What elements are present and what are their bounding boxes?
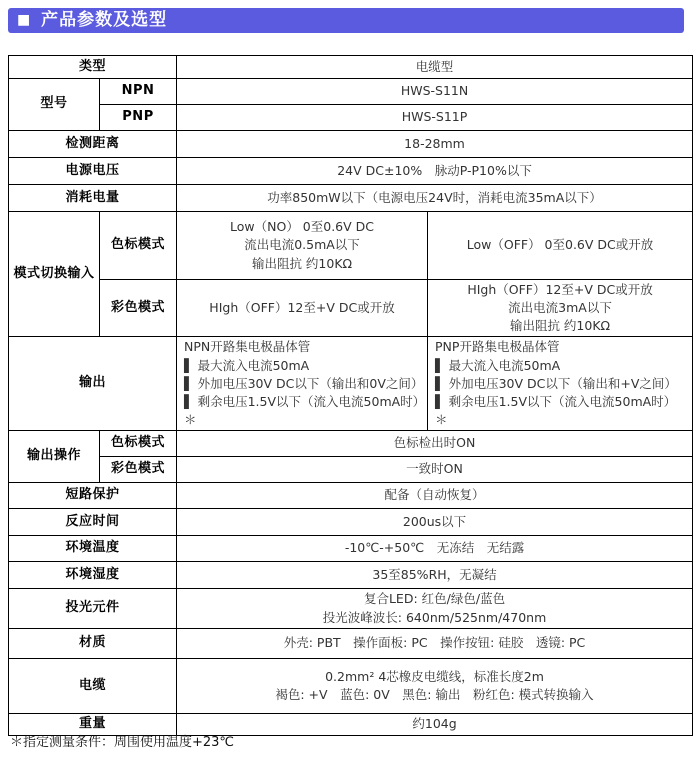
cell-type-value: 电缆型 (177, 56, 693, 79)
cell-light-emitting-element-value: 复合LED: 红色/绿色/蓝色 投光波峰波长: 640nm/525nm/470nm (177, 589, 693, 629)
row-label-model: 型号 (9, 79, 100, 131)
row-model-pnp (9, 105, 693, 131)
title-square-icon: ■ (17, 12, 32, 28)
cell-model-pnp-value: HWS-S11P (177, 105, 693, 131)
row-label-mark-mode: 色标模式 (100, 212, 177, 280)
row-output-operation-color (9, 457, 693, 483)
section-title-banner (8, 8, 684, 33)
cell-mode-input-color-right: HIgh（OFF）12至+V DC或开放 流出电流3mA以下 输出阻抗 约10KΩ (428, 280, 693, 337)
cell-output-npn: NPN开路集电极晶体管 ▌ 最大流入电流50mA ▌ 外加电压30V DC以下（输出和0V之间） ▌ 剩余电压1.5V以下（流入电流50mA时）＊ (177, 337, 428, 431)
row-label-pnp: PNP (100, 105, 177, 131)
cell-power-consumption-value: 功率850mW以下（电源电压24V时，消耗电流35mA以下） (177, 185, 693, 212)
spec-table (8, 55, 693, 736)
cell-model-npn-value: HWS-S11N (177, 79, 693, 105)
row-label-mode-switch-input: 模式切换输入 (9, 212, 100, 337)
cell-supply-voltage-value: 24V DC±10% 脉动P-P10%以下 (177, 158, 693, 185)
cell-ambient-temperature-value: -10℃-+50℃ 无冻结 无结露 (177, 536, 693, 562)
measurement-condition-footnote: ＊指定测量条件：周围使用温度+23℃ (10, 735, 235, 750)
row-light-emitting-element (9, 589, 693, 629)
row-short-circuit-protection (9, 483, 693, 509)
row-model-npn (9, 79, 693, 105)
row-label-supply-voltage: 电源电压 (9, 158, 177, 185)
row-response-time (9, 509, 693, 536)
cell-short-circuit-protection-value: 配备（自动恢复） (177, 483, 693, 509)
row-type (9, 56, 693, 79)
cell-material-value: 外壳: PBT 操作面板: PC 操作按钮: 硅胶 透镜: PC (177, 629, 693, 659)
row-material (9, 629, 693, 659)
cell-mode-input-mark-right: Low（OFF） 0至0.6V DC或开放 (428, 212, 693, 280)
row-label-cable: 电缆 (9, 659, 177, 714)
row-output-operation-mark (9, 431, 693, 457)
cell-output-pnp: PNP开路集电极晶体管 ▌ 最大流入电流50mA ▌ 外加电压30V DC以下（输出和+V之间） ▌ 剩余电压1.5V以下（流入电流50mA时）＊ (428, 337, 693, 431)
page-title: 产品参数及选型 (41, 10, 168, 30)
row-ambient-humidity (9, 562, 693, 589)
row-label-short-circuit-protection: 短路保护 (9, 483, 177, 509)
row-output (9, 337, 693, 431)
cell-cable-value: 0.2mm² 4芯橡皮电缆线，标准长度2m 褐色: +V 蓝色: 0V 黑色: 输出 粉红色: 模式转换输入 (177, 659, 693, 714)
cell-mode-input-color-left: HIgh（OFF）12至+V DC或开放 (177, 280, 428, 337)
row-label-output-mark-mode: 色标模式 (100, 431, 177, 457)
row-detect-distance (9, 131, 693, 158)
row-supply-voltage (9, 158, 693, 185)
row-power-consumption (9, 185, 693, 212)
row-label-light-emitting-element: 投光元件 (9, 589, 177, 629)
row-label-color-mode: 彩色模式 (100, 280, 177, 337)
row-mode-input-color (9, 280, 693, 337)
cell-response-time-value: 200us以下 (177, 509, 693, 536)
row-label-material: 材质 (9, 629, 177, 659)
row-label-npn: NPN (100, 79, 177, 105)
row-ambient-temperature (9, 536, 693, 562)
cell-output-operation-color-value: 一致时ON (177, 457, 693, 483)
row-label-ambient-temperature: 环境温度 (9, 536, 177, 562)
row-label-output-color-mode: 彩色模式 (100, 457, 177, 483)
cell-weight-value: 约104g (177, 714, 693, 736)
cell-ambient-humidity-value: 35至85%RH，无凝结 (177, 562, 693, 589)
row-label-ambient-humidity: 环境湿度 (9, 562, 177, 589)
row-label-detect-distance: 检测距离 (9, 131, 177, 158)
row-label-output: 输出 (9, 337, 177, 431)
row-mode-input-mark (9, 212, 693, 280)
cell-mode-input-mark-left: Low（NO） 0至0.6V DC 流出电流0.5mA以下 输出阻抗 约10KΩ (177, 212, 428, 280)
cell-detect-distance-value: 18-28mm (177, 131, 693, 158)
row-label-weight: 重量 (9, 714, 177, 736)
row-label-type: 类型 (9, 56, 177, 79)
row-label-output-operation: 输出操作 (9, 431, 100, 483)
row-cable (9, 659, 693, 714)
cell-output-operation-mark-value: 色标检出时ON (177, 431, 693, 457)
row-label-power-consumption: 消耗电量 (9, 185, 177, 212)
row-label-response-time: 反应时间 (9, 509, 177, 536)
